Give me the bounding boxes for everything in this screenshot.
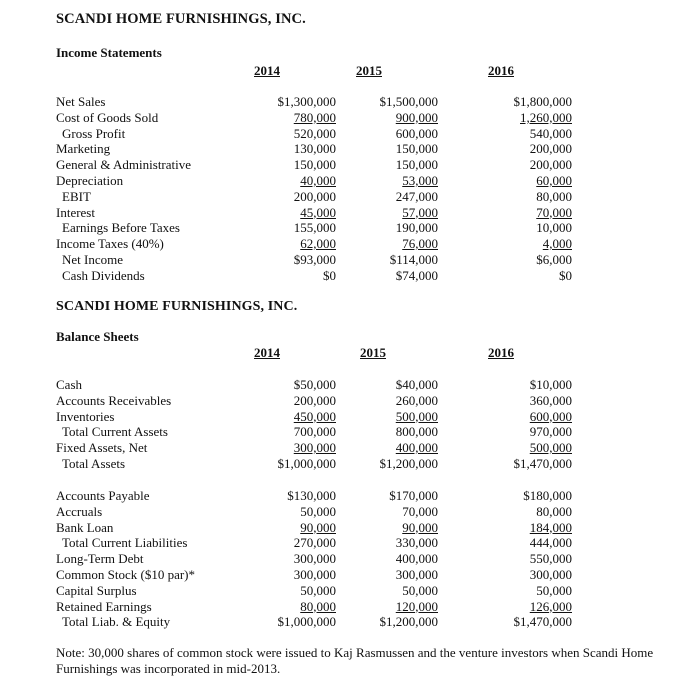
row-label: Accounts Receivables bbox=[56, 392, 172, 408]
cell-2016: 300,000 bbox=[529, 566, 572, 582]
cell-2014: 50,000 bbox=[300, 503, 336, 519]
cell-2014: 155,000 bbox=[293, 220, 336, 236]
cell-2016: $0 bbox=[559, 267, 572, 283]
table-row bbox=[56, 220, 572, 236]
cell-2015: 500,000 bbox=[395, 408, 438, 424]
cell-2014: 700,000 bbox=[293, 424, 336, 440]
footnote: Note: 30,000 shares of common stock were issued to Kaj Rasmussen and the venture investors when Scandi Home Furnishings was incorporated in mid-2013. bbox=[56, 645, 654, 676]
cell-2015: 600,000 bbox=[395, 125, 438, 141]
cell-2015: 800,000 bbox=[395, 424, 438, 440]
table-row bbox=[56, 94, 572, 110]
cell-2015: 53,000 bbox=[402, 172, 438, 188]
row-label: Marketing bbox=[56, 141, 111, 157]
cell-2015: 330,000 bbox=[395, 535, 438, 551]
cell-2015: $1,200,000 bbox=[379, 614, 438, 630]
row-label: Net Income bbox=[62, 251, 124, 267]
cell-2016: 360,000 bbox=[529, 392, 572, 408]
assets-table bbox=[56, 377, 572, 472]
row-label: Common Stock ($10 par)* bbox=[56, 566, 196, 582]
cell-2015: $40,000 bbox=[395, 377, 438, 392]
table-row bbox=[56, 424, 572, 440]
balance-year-2014: 2014 bbox=[254, 345, 280, 360]
table-row bbox=[56, 188, 572, 205]
cell-2015: $1,200,000 bbox=[379, 455, 438, 471]
row-label: Interest bbox=[56, 204, 95, 220]
table-row bbox=[56, 377, 572, 393]
cell-2014: 90,000 bbox=[300, 519, 336, 535]
row-label: Capital Surplus bbox=[56, 582, 137, 598]
cell-2014: 300,000 bbox=[293, 566, 336, 582]
table-row bbox=[56, 251, 572, 268]
cell-2016: 500,000 bbox=[529, 440, 572, 456]
row-label: Retained Earnings bbox=[56, 598, 152, 614]
cell-2015: 150,000 bbox=[395, 141, 438, 157]
table-row bbox=[56, 408, 572, 425]
row-label: Income Taxes (40%) bbox=[56, 236, 164, 252]
cell-2016: 4,000 bbox=[542, 236, 572, 252]
cell-2014: $1,000,000 bbox=[277, 455, 336, 471]
cell-2014: $0 bbox=[323, 267, 336, 283]
row-label: Total Assets bbox=[62, 455, 126, 471]
cell-2015: $1,500,000 bbox=[379, 94, 438, 109]
cell-2016: 70,000 bbox=[536, 204, 572, 220]
row-label: Inventories bbox=[56, 408, 115, 424]
cell-2015: 70,000 bbox=[402, 503, 438, 519]
row-label: Cash bbox=[56, 377, 82, 392]
cell-2015: 400,000 bbox=[395, 440, 438, 456]
cell-2014: 270,000 bbox=[293, 535, 336, 551]
cell-2016: 444,000 bbox=[529, 535, 572, 551]
company-title: SCANDI HOME FURNISHINGS, INC. bbox=[56, 11, 306, 27]
cell-2016: 50,000 bbox=[536, 582, 572, 598]
cell-2016: 80,000 bbox=[536, 503, 572, 519]
cell-2014: 300,000 bbox=[293, 440, 336, 456]
cell-2015: $170,000 bbox=[389, 488, 438, 503]
cell-2015: 90,000 bbox=[402, 519, 438, 535]
cell-2014: 450,000 bbox=[293, 408, 336, 424]
cell-2014: 62,000 bbox=[300, 236, 336, 252]
row-label: Depreciation bbox=[56, 172, 124, 188]
cell-2016: 10,000 bbox=[536, 220, 572, 236]
row-label: Net Sales bbox=[56, 94, 106, 109]
cell-2016: 200,000 bbox=[529, 141, 572, 157]
cell-2014: 80,000 bbox=[300, 598, 336, 614]
cell-2014: $130,000 bbox=[287, 488, 336, 503]
cell-2014: 780,000 bbox=[293, 109, 336, 125]
table-row bbox=[56, 614, 572, 630]
cell-2015: 247,000 bbox=[395, 188, 438, 204]
cell-2016: 60,000 bbox=[536, 172, 572, 188]
balance-sheet-heading: Balance Sheets bbox=[56, 329, 139, 344]
table-row bbox=[56, 141, 572, 157]
income-year-2014: 2014 bbox=[254, 63, 280, 78]
cell-2016: 80,000 bbox=[536, 188, 572, 204]
cell-2014: 130,000 bbox=[293, 141, 336, 157]
cell-2014: 45,000 bbox=[300, 204, 336, 220]
cell-2015: $74,000 bbox=[395, 267, 438, 283]
cell-2014: $1,300,000 bbox=[277, 94, 336, 109]
row-label: Earnings Before Taxes bbox=[62, 220, 180, 236]
cell-2014: 200,000 bbox=[293, 188, 336, 204]
cell-2015: 900,000 bbox=[395, 109, 438, 125]
table-row bbox=[56, 392, 572, 409]
balance-year-2016: 2016 bbox=[488, 345, 514, 360]
cell-2014: $93,000 bbox=[293, 251, 336, 267]
cell-2014: $1,000,000 bbox=[277, 614, 336, 630]
cell-2014: 40,000 bbox=[300, 172, 336, 188]
row-label: Gross Profit bbox=[62, 125, 126, 141]
cell-2015: 190,000 bbox=[395, 220, 438, 236]
row-label: General & Administrative bbox=[56, 157, 192, 173]
row-label: Long-Term Debt bbox=[56, 551, 144, 567]
row-label: EBIT bbox=[62, 188, 91, 204]
income-statement-table bbox=[56, 94, 572, 284]
liabilities-equity-table bbox=[56, 488, 572, 630]
table-row bbox=[56, 236, 572, 252]
table-row bbox=[56, 582, 572, 599]
cell-2014: 150,000 bbox=[293, 157, 336, 173]
row-label: Cost of Goods Sold bbox=[56, 109, 159, 125]
cell-2016: 1,260,000 bbox=[520, 109, 572, 125]
cell-2016: $1,470,000 bbox=[513, 614, 572, 630]
cell-2016: 970,000 bbox=[529, 424, 572, 440]
cell-2016: $6,000 bbox=[536, 251, 572, 267]
cell-2015: 400,000 bbox=[395, 551, 438, 567]
table-row bbox=[56, 535, 572, 551]
cell-2015: 150,000 bbox=[395, 157, 438, 173]
cell-2016: 600,000 bbox=[529, 408, 572, 424]
table-row bbox=[56, 455, 572, 472]
cell-2016: 184,000 bbox=[529, 519, 572, 535]
cell-2016: 200,000 bbox=[529, 157, 572, 173]
row-label: Cash Dividends bbox=[62, 267, 145, 283]
row-label: Total Liab. & Equity bbox=[62, 614, 171, 630]
table-row bbox=[56, 519, 572, 536]
cell-2015: $114,000 bbox=[389, 251, 438, 267]
table-row bbox=[56, 440, 572, 456]
table-row bbox=[56, 125, 572, 142]
table-row bbox=[56, 204, 572, 221]
cell-2014: $50,000 bbox=[293, 377, 336, 392]
company-title-2: SCANDI HOME FURNISHINGS, INC. bbox=[56, 299, 298, 314]
cell-2015: 50,000 bbox=[402, 582, 438, 598]
income-year-2015: 2015 bbox=[356, 63, 382, 78]
cell-2014: 200,000 bbox=[293, 392, 336, 408]
cell-2015: 76,000 bbox=[402, 236, 438, 252]
row-label: Bank Loan bbox=[56, 519, 114, 535]
cell-2016: 550,000 bbox=[529, 551, 572, 567]
table-row bbox=[56, 488, 572, 504]
cell-2014: 520,000 bbox=[293, 125, 336, 141]
table-row bbox=[56, 157, 572, 173]
table-row bbox=[56, 267, 572, 284]
table-row bbox=[56, 503, 572, 520]
cell-2015: 57,000 bbox=[402, 204, 438, 220]
cell-2015: 260,000 bbox=[395, 392, 438, 408]
row-label: Total Current Liabilities bbox=[62, 535, 188, 551]
cell-2015: 300,000 bbox=[395, 566, 438, 582]
row-label: Fixed Assets, Net bbox=[56, 440, 148, 456]
balance-year-2015: 2015 bbox=[360, 345, 386, 360]
cell-2016: $10,000 bbox=[529, 377, 572, 392]
table-row bbox=[56, 109, 572, 126]
cell-2016: $180,000 bbox=[523, 488, 572, 503]
row-label: Accounts Payable bbox=[56, 488, 150, 503]
table-row bbox=[56, 172, 572, 189]
cell-2016: $1,800,000 bbox=[513, 94, 572, 109]
cell-2014: 300,000 bbox=[293, 551, 336, 567]
table-row bbox=[56, 551, 572, 567]
table-row bbox=[56, 566, 572, 583]
cell-2014: 50,000 bbox=[300, 582, 336, 598]
row-label: Total Current Assets bbox=[62, 424, 168, 440]
income-statement-heading: Income Statements bbox=[56, 45, 162, 60]
cell-2016: 540,000 bbox=[529, 125, 572, 141]
cell-2015: 120,000 bbox=[395, 598, 438, 614]
table-row bbox=[56, 598, 572, 615]
cell-2016: 126,000 bbox=[529, 598, 572, 614]
cell-2016: $1,470,000 bbox=[513, 455, 572, 471]
income-year-2016: 2016 bbox=[488, 63, 514, 78]
row-label: Accruals bbox=[56, 503, 103, 519]
